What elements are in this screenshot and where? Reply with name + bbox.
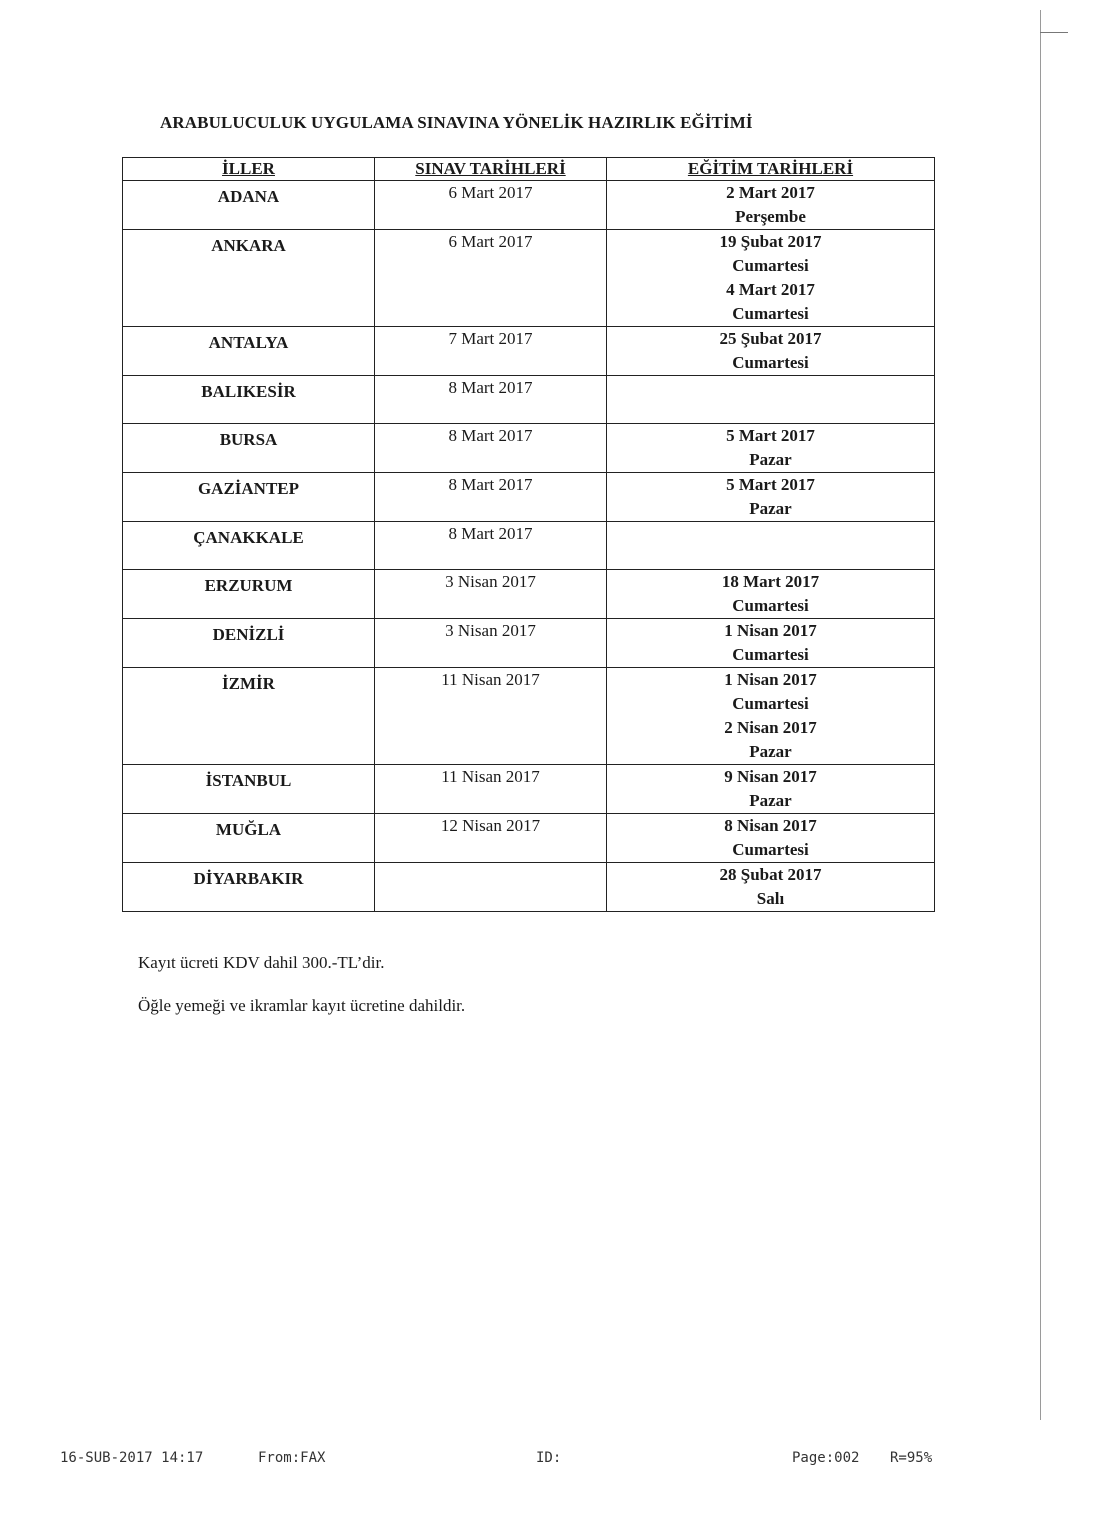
training-date-line: Cumartesi	[732, 840, 809, 859]
training-date-line: Pazar	[749, 450, 792, 469]
training-date-line: Cumartesi	[732, 256, 809, 275]
training-date-line: 9 Nisan 2017	[724, 767, 817, 786]
training-date-line: Cumartesi	[732, 353, 809, 372]
exam-date-cell: 3 Nisan 2017	[375, 619, 607, 668]
header-training-dates: EĞİTİM TARİHLERİ	[607, 158, 935, 181]
exam-date-cell: 6 Mart 2017	[375, 181, 607, 230]
training-date-line: 19 Şubat 2017	[719, 232, 822, 251]
table-row	[123, 570, 935, 619]
exam-date-cell	[375, 863, 607, 912]
fax-from: From:FAX	[258, 1450, 326, 1466]
fax-id: ID:	[536, 1450, 562, 1466]
exam-date-cell: 8 Mart 2017	[375, 424, 607, 473]
table-header-row	[123, 158, 935, 181]
city-cell: ÇANAKKALE	[123, 522, 375, 570]
document-title: ARABULUCULUK UYGULAMA SINAVINA YÖNELİK HAZIRLIK EĞİTİMİ	[160, 113, 753, 132]
city-cell: DENİZLİ	[123, 619, 375, 668]
training-date-line: 2 Mart 2017	[726, 183, 815, 202]
training-date-line: Perşembe	[735, 207, 806, 226]
training-date-line: Pazar	[749, 791, 792, 810]
table-row	[123, 619, 935, 668]
city-cell: İZMİR	[123, 668, 375, 765]
training-date-cell	[607, 570, 935, 619]
header-cities: İLLER	[123, 158, 375, 181]
training-date-line: 4 Mart 2017	[726, 280, 815, 299]
table-row	[123, 668, 935, 765]
training-date-line: 18 Mart 2017	[721, 572, 820, 591]
city-cell: DİYARBAKIR	[123, 863, 375, 912]
right-margin-line	[1040, 10, 1041, 1420]
exam-date-cell: 11 Nisan 2017	[375, 765, 607, 814]
training-date-line: Cumartesi	[732, 304, 809, 323]
city-cell: ANTALYA	[123, 327, 375, 376]
city-cell: ERZURUM	[123, 570, 375, 619]
training-date-cell	[607, 473, 935, 522]
training-date-line: 25 Şubat 2017	[719, 329, 822, 348]
fax-page-number: Page:002	[792, 1450, 860, 1466]
fee-note: Kayıt ücreti KDV dahil 300.-TL’dir.	[138, 953, 385, 972]
training-date-cell	[607, 619, 935, 668]
training-date-cell	[607, 181, 935, 230]
training-date-line: Pazar	[749, 742, 792, 761]
table-row	[123, 473, 935, 522]
exam-date-cell: 7 Mart 2017	[375, 327, 607, 376]
city-cell: İSTANBUL	[123, 765, 375, 814]
city-cell: ADANA	[123, 181, 375, 230]
lunch-note: Öğle yemeği ve ikramlar kayıt ücretine dahildir.	[138, 996, 466, 1015]
city-cell: GAZİANTEP	[123, 473, 375, 522]
training-date-line: 2 Nisan 2017	[724, 718, 817, 737]
training-date-cell	[607, 668, 935, 765]
training-date-cell	[607, 522, 935, 570]
training-date-cell	[607, 424, 935, 473]
training-date-line: Cumartesi	[732, 694, 809, 713]
exam-date-cell: 8 Mart 2017	[375, 376, 607, 424]
schedule-body	[123, 181, 935, 912]
training-date-line: Cumartesi	[732, 645, 809, 664]
city-cell: ANKARA	[123, 230, 375, 327]
table-row	[123, 376, 935, 424]
table-row	[123, 181, 935, 230]
table-row	[123, 230, 935, 327]
fax-ratio: R=95%	[890, 1450, 933, 1466]
table-row	[123, 765, 935, 814]
exam-date-cell: 12 Nisan 2017	[375, 814, 607, 863]
training-date-line: 5 Mart 2017	[726, 426, 815, 445]
table-row	[123, 863, 935, 912]
training-date-cell	[607, 327, 935, 376]
exam-date-cell: 3 Nisan 2017	[375, 570, 607, 619]
schedule-table	[122, 157, 935, 912]
table-row	[123, 814, 935, 863]
training-date-line: 8 Nisan 2017	[724, 816, 817, 835]
right-margin-tick	[1040, 32, 1068, 33]
training-date-line: 1 Nisan 2017	[724, 670, 817, 689]
exam-date-cell: 8 Mart 2017	[375, 522, 607, 570]
training-date-line: 5 Mart 2017	[726, 475, 815, 494]
table-row	[123, 522, 935, 570]
training-date-cell	[607, 376, 935, 424]
city-cell: BALIKESİR	[123, 376, 375, 424]
training-date-line: Salı	[756, 889, 785, 908]
training-date-cell	[607, 765, 935, 814]
training-date-line: Pazar	[749, 499, 792, 518]
city-cell: MUĞLA	[123, 814, 375, 863]
training-date-line: 1 Nisan 2017	[724, 621, 817, 640]
table-row	[123, 424, 935, 473]
table-row	[123, 327, 935, 376]
header-exam-dates: SINAV TARİHLERİ	[375, 158, 607, 181]
fax-timestamp: 16-SUB-2017 14:17	[60, 1450, 204, 1466]
training-date-line: Cumartesi	[732, 596, 809, 615]
city-cell: BURSA	[123, 424, 375, 473]
exam-date-cell: 8 Mart 2017	[375, 473, 607, 522]
exam-date-cell: 6 Mart 2017	[375, 230, 607, 327]
training-date-cell	[607, 863, 935, 912]
training-date-cell	[607, 230, 935, 327]
training-date-cell	[607, 814, 935, 863]
training-date-line: 28 Şubat 2017	[719, 865, 822, 884]
exam-date-cell: 11 Nisan 2017	[375, 668, 607, 765]
